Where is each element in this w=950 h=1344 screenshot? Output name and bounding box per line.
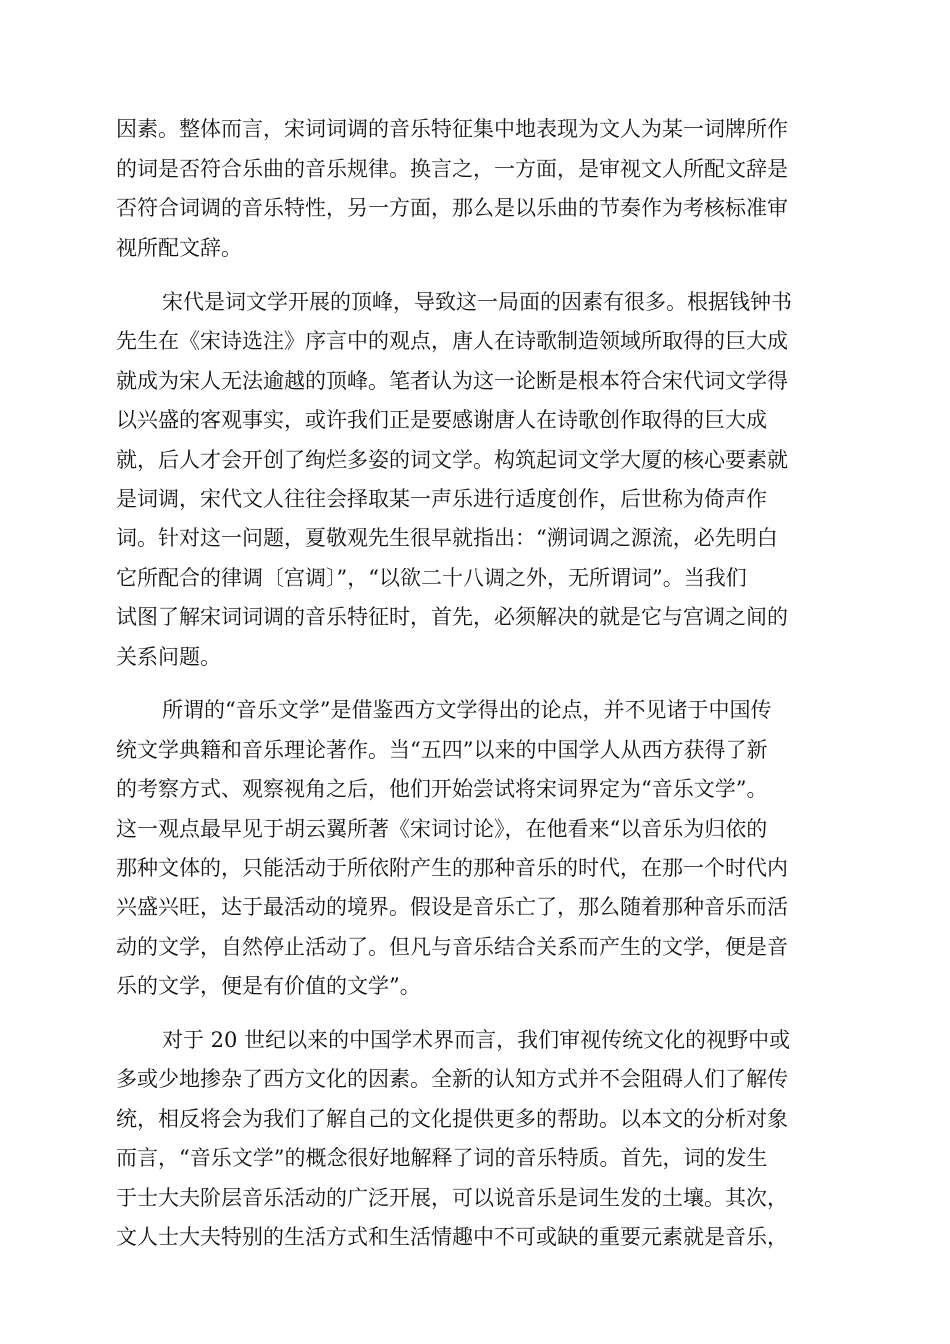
text-line: 对于 20 世纪以来的中国学术界而言，我们审视传统文化的视野中或 [162, 1028, 791, 1052]
text-line: 兴盛兴旺，达于最活动的境界。假设是音乐亡了，那么随着那种音乐而活 [116, 895, 788, 919]
text-line: 词。针对这一问题，夏敬观先生很早就指出：“溯词调之源流，必先明白 [116, 526, 778, 550]
text-line: 多或少地掺杂了西方文化的因素。全新的认知方式并不会阻碍人们了解传 [116, 1067, 788, 1091]
text-line: 这一观点最早见于胡云翼所著《宋词讨论》，在他看来“以音乐为归依的 [116, 817, 768, 841]
text-line: 所谓的“音乐文学”是借鉴西方文学得出的论点，并不见诸于中国传 [162, 698, 772, 722]
text-line: 乐的文学，便是有价值的文学”。 [116, 974, 421, 998]
text-line: 那种文体的，只能活动于所依附产生的那种音乐的时代，在那一个时代内 [116, 856, 788, 880]
text-line: 统，相反将会为我们了解自己的文化提供更多的帮助。以本文的分析对象 [116, 1107, 788, 1131]
text-line: 就，后人才会开创了绚烂多姿的词文学。构筑起词文学大厦的核心要素就 [116, 448, 788, 472]
text-line: 于士大夫阶层音乐活动的广泛开展，可以说音乐是词生发的土壤。其次， [116, 1186, 788, 1210]
text-line: 否符合词调的音乐特性，另一方面，那么是以乐曲的节奏作为考核标准审 [116, 196, 788, 220]
text-line: 以兴盛的客观事实，或许我们正是要感谢唐人在诗歌创作取得的巨大成 [116, 408, 767, 432]
text-line: 文人士大夫特别的生活方式和生活情趣中不可或缺的重要元素就是音乐， [116, 1225, 788, 1249]
text-line: 宋代是词文学开展的顶峰，导致这一局面的因素有很多。根据钱钟书 [162, 290, 792, 314]
text-line: 的词是否符合乐曲的音乐规律。换言之，一方面，是审视文人所配文辞是 [116, 157, 788, 181]
text-line: 是词调，宋代文人往往会择取某一声乐进行适度创作，后世称为倚声作 [116, 487, 767, 511]
text-line: 视所配文辞。 [116, 236, 242, 260]
text-line: 的考察方式、观察视角之后，他们开始尝试将宋词界定为“音乐文学”。 [116, 777, 768, 801]
text-line: 关系问题。 [116, 645, 221, 669]
text-line: 而言，“音乐文学”的概念很好地解释了词的音乐特质。首先，词的发生 [116, 1146, 768, 1170]
text-line: 试图了解宋词词调的音乐特征时，首先，必须解决的就是它与宫调之间的 [116, 605, 788, 629]
text-line: 因素。整体而言，宋词词调的音乐特征集中地表现为文人为某一词牌所作 [116, 117, 788, 141]
text-line: 统文学典籍和音乐理论著作。当“五四”以来的中国学人从西方获得了新 [116, 738, 768, 762]
text-line: 动的文学，自然停止活动了。但凡与音乐结合关系而产生的文学，便是音 [116, 935, 788, 959]
text-line: 它所配合的律调〔宫调〕”，“以欲二十八调之外，无所谓词”。当我们 [116, 566, 747, 590]
text-line: 就成为宋人无法逾越的顶峰。笔者认为这一论断是根本符合宋代词文学得 [116, 369, 788, 393]
text-line: 先生在《宋诗选注》序言中的观点，唐人在诗歌制造领域所取得的巨大成 [116, 329, 788, 353]
